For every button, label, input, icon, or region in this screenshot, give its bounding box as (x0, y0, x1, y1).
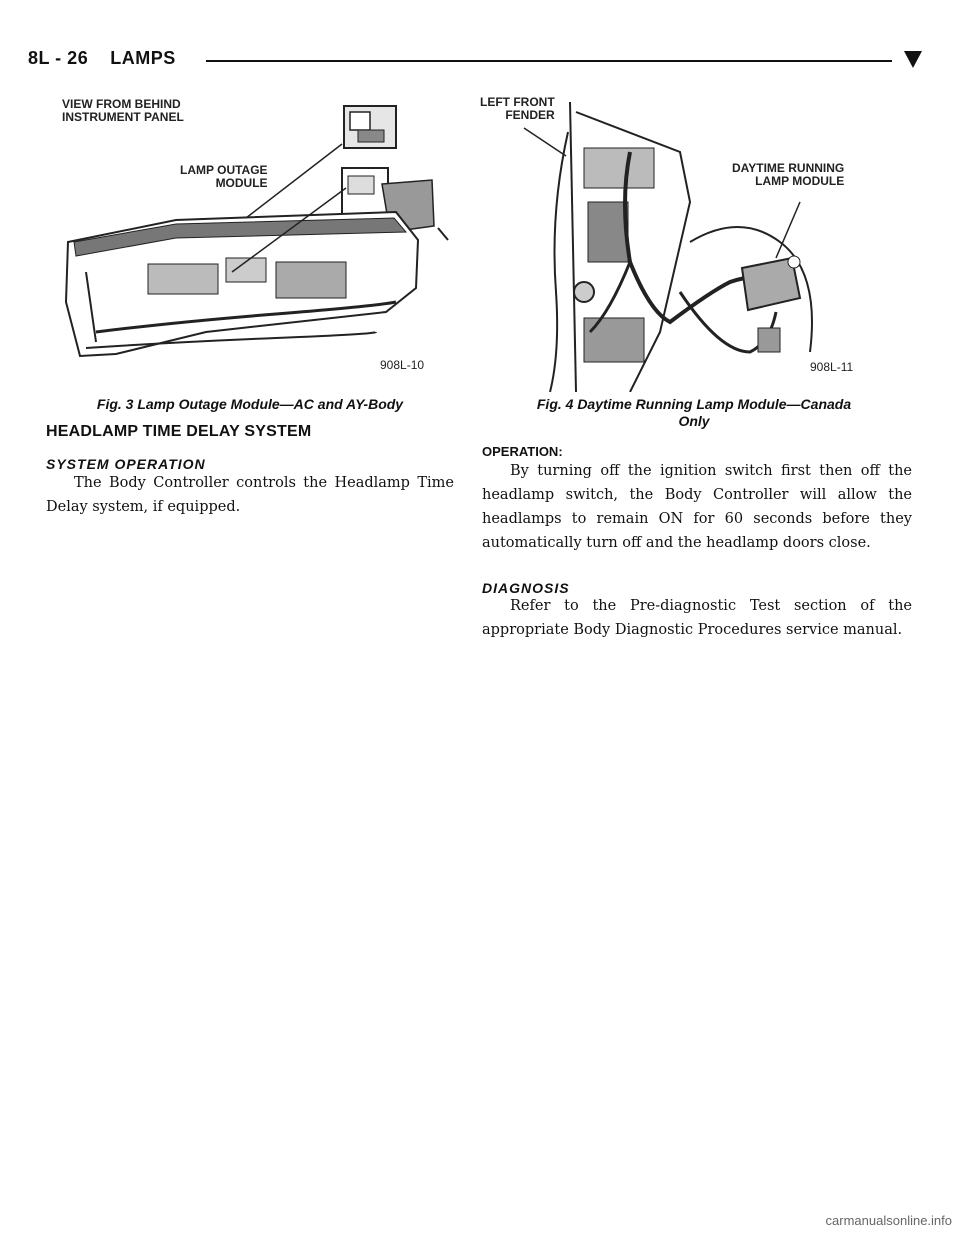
diagnosis-heading: DIAGNOSIS (482, 580, 570, 596)
figure-4-caption (484, 396, 904, 430)
figure-3-caption: Fig. 3 Lamp Outage Module—AC and AY-Body (96, 396, 404, 412)
figure-4-code: 908L-11 (810, 360, 854, 374)
triangle-down-icon (902, 48, 924, 70)
headlamp-time-delay-heading: HEADLAMP TIME DELAY SYSTEM (46, 423, 312, 440)
system-operation-paragraph: The Body Controller controls the Headlamp Time Delay system, if equipped. (46, 475, 454, 515)
diagnosis-paragraph: Refer to the Pre-diagnostic Test section of the appropriate Body Diagnostic Procedures service manual. (482, 598, 912, 638)
view-from-behind-label: VIEW FROM BEHIND INSTRUMENT PANEL (62, 97, 184, 124)
page-section-title: 8L - 26 LAMPS (28, 48, 176, 68)
figure-3-illustration (56, 92, 456, 392)
page-header (28, 44, 932, 74)
figure-4-illustration (480, 92, 880, 392)
figure-4-caption-line-2: Only (678, 413, 710, 429)
header-rule (206, 60, 892, 62)
operation-paragraph: By turning off the ignition switch first then off the headlamp switch, the Body Controller will allow the headlamps to remain ON for 60 seconds before they automatically turn off and the headlamp doors close. (482, 463, 912, 551)
daytime-running-lamp-module-label: DAYTIME RUNNING LAMP MODULE (732, 161, 845, 188)
left-front-fender-label: LEFT FRONT FENDER (480, 95, 555, 122)
figure-4-caption-line-1: Fig. 4 Daytime Running Lamp Module—Canada (536, 396, 852, 412)
operation-label: OPERATION: (482, 444, 563, 459)
system-operation-heading: SYSTEM OPERATION (46, 456, 206, 472)
lamp-outage-module-label: LAMP OUTAGE MODULE (180, 163, 268, 190)
figure-3-code: 908L-10 (380, 358, 425, 372)
watermark: carmanualsonline.info (825, 1213, 952, 1228)
